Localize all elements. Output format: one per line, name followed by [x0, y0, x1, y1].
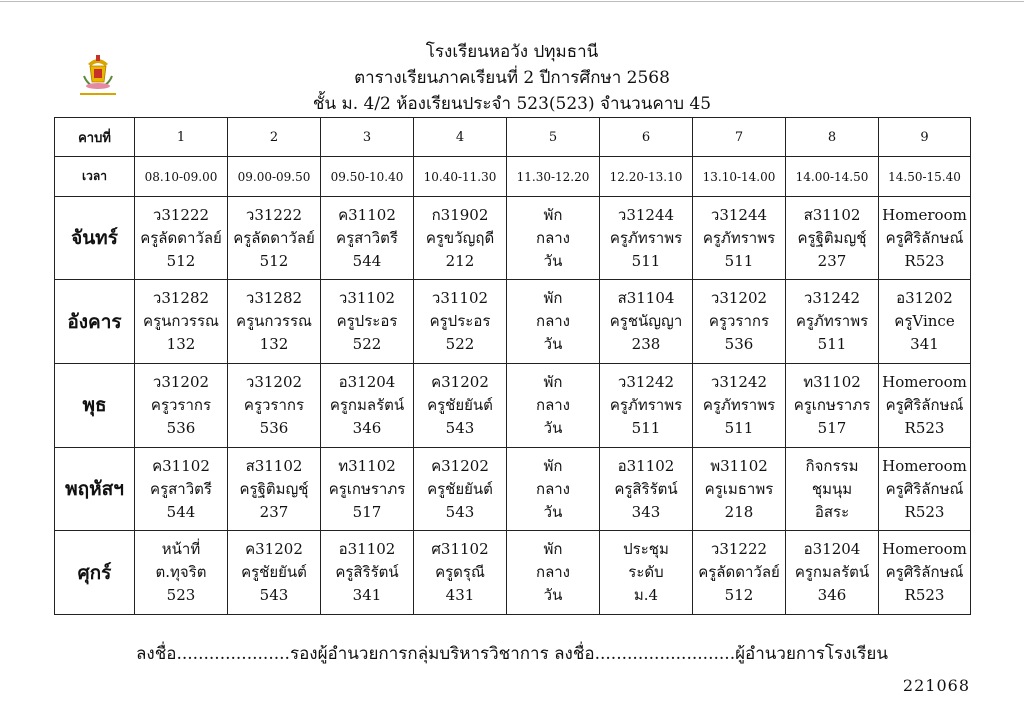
teacher-name: ครูประอร [429, 312, 491, 331]
top-border-line [0, 1, 1024, 2]
teacher-name: กลาง [535, 563, 571, 582]
room-number: 517 [817, 418, 847, 437]
teacher-name: ครูชัยยันต์ [427, 479, 493, 498]
room-number: 218 [724, 502, 754, 521]
period-number: 2 [228, 118, 321, 157]
subject-code: ว31102 [431, 289, 489, 308]
schedule-cell [228, 447, 321, 531]
subject-code: อ31204 [338, 372, 396, 391]
day-row [55, 364, 971, 448]
time-label: เวลา [55, 157, 135, 196]
teacher-name: ครูภัทราพร [609, 228, 683, 247]
teacher-name: กลาง [535, 228, 571, 247]
room-number: 431 [445, 586, 475, 605]
room-number: 511 [724, 251, 754, 270]
room-number: 343 [631, 502, 661, 521]
teacher-name: ครูศิริลักษณ์ [885, 479, 964, 498]
room-number: 212 [445, 251, 475, 270]
subject-code: Homeroom [882, 540, 967, 559]
subject-code: ว31222 [710, 540, 768, 559]
room-number: 517 [352, 502, 382, 521]
room-number: 522 [352, 335, 382, 354]
teacher-name: ครูวรากร [708, 312, 770, 331]
teacher-name: ครูประอร [336, 312, 398, 331]
teacher-name: ครูฐิติมญชุ์ [239, 479, 309, 498]
period-number: 6 [600, 118, 693, 157]
room-number: 512 [724, 586, 754, 605]
schedule-cell [228, 280, 321, 364]
subject-code: ส31102 [803, 205, 861, 224]
room-number: 544 [166, 502, 196, 521]
teacher-name: ครูนกวรรณ [236, 312, 312, 331]
subject-code: ค31202 [431, 456, 489, 475]
schedule-cell [321, 364, 414, 448]
teacher-name: กลาง [535, 395, 571, 414]
room-number: วัน [543, 586, 563, 605]
teacher-name: ครูกมลรัตน์ [794, 563, 870, 582]
schedule-cell [507, 196, 600, 280]
room-number: 543 [445, 502, 475, 521]
schedule-cell [507, 364, 600, 448]
teacher-name: ครูชนัญญา [609, 312, 683, 331]
room-number: 523 [166, 586, 196, 605]
teacher-name: ครูดรุณี [435, 563, 485, 582]
schedule-cell [879, 447, 971, 531]
schedule-cell [879, 280, 971, 364]
subject-code: ท31102 [338, 456, 396, 475]
subject-code: พัก [543, 456, 563, 475]
teacher-name: ครูชัยยันต์ [427, 395, 493, 414]
room-number: 536 [166, 418, 196, 437]
period-row [55, 118, 971, 157]
room-number: 512 [166, 251, 196, 270]
teacher-name: ครูภัทราพร [702, 228, 776, 247]
room-number: R523 [904, 418, 945, 437]
school-name: โรงเรียนหอวัง ปทุมธานี [425, 42, 599, 62]
subject-code: ท31102 [803, 372, 861, 391]
schedule-cell [693, 531, 786, 615]
teacher-name: ครูเกษราภร [328, 479, 406, 498]
room-number: 511 [631, 251, 661, 270]
schedule-cell [786, 447, 879, 531]
time-row [55, 157, 971, 196]
day-row [55, 280, 971, 364]
room-number: อิสระ [814, 502, 850, 521]
room-number: ม.4 [633, 586, 659, 605]
teacher-name: ระดับ [628, 563, 664, 582]
subject-code: ว31242 [803, 289, 861, 308]
schedule-cell [321, 196, 414, 280]
subject-code: อ31102 [617, 456, 675, 475]
period-number: 5 [507, 118, 600, 157]
subject-code: Homeroom [882, 205, 967, 224]
schedule-cell [135, 280, 228, 364]
schedule-cell [786, 364, 879, 448]
day-row [55, 196, 971, 280]
room-number: 341 [910, 335, 939, 354]
subject-code: ศ31102 [431, 540, 489, 559]
period-number: 8 [786, 118, 879, 157]
period-time: 12.20-13.10 [600, 157, 693, 196]
day-name: อังคาร [55, 280, 135, 364]
subject-code: ส31102 [245, 456, 303, 475]
day-row [55, 531, 971, 615]
subject-code: ค31102 [338, 205, 396, 224]
subject-code: ว31242 [710, 372, 768, 391]
room-number: 511 [817, 335, 847, 354]
schedule-cell [600, 364, 693, 448]
schedule-cell [414, 280, 507, 364]
subject-code: ว31202 [245, 372, 303, 391]
teacher-name: ครูสิริรัตน์ [335, 563, 399, 582]
room-number: 543 [259, 586, 289, 605]
subject-code: ค31102 [152, 456, 210, 475]
period-label: คาบที่ [55, 118, 135, 157]
period-number: 3 [321, 118, 414, 157]
teacher-name: ครูวรากร [150, 395, 212, 414]
period-time: 14.00-14.50 [786, 157, 879, 196]
schedule-cell [321, 531, 414, 615]
schedule-cell [507, 447, 600, 531]
teacher-name: ครูฐิติมญชุ์ [797, 228, 867, 247]
subject-code: ว31242 [617, 372, 675, 391]
teacher-name: ชุมนุม [811, 479, 853, 498]
schedule-cell [693, 447, 786, 531]
schedule-cell [786, 196, 879, 280]
subject-code: ว31244 [617, 205, 675, 224]
teacher-name: ครูขวัญฤดี [425, 228, 495, 247]
room-number: 132 [166, 335, 196, 354]
teacher-name: ครูศิริลักษณ์ [885, 228, 964, 247]
schedule-cell [693, 364, 786, 448]
room-number: วัน [543, 418, 563, 437]
room-number: 511 [631, 418, 661, 437]
subject-code: ว31222 [245, 205, 303, 224]
teacher-name: ครูลัดดาวัลย์ [140, 228, 222, 247]
schedule-cell [414, 364, 507, 448]
subject-code: ค31202 [431, 372, 489, 391]
period-time: 13.10-14.00 [693, 157, 786, 196]
teacher-name: ครูสาวิตรี [336, 228, 398, 247]
room-number: 522 [445, 335, 475, 354]
room-number: วัน [543, 502, 563, 521]
teacher-name: ครูลัดดาวัลย์ [698, 563, 780, 582]
room-number: 544 [352, 251, 382, 270]
schedule-cell [228, 196, 321, 280]
period-number: 1 [135, 118, 228, 157]
schedule-cell [786, 531, 879, 615]
day-name: ศุกร์ [55, 531, 135, 615]
room-number: 543 [445, 418, 475, 437]
document-code: 221068 [902, 676, 970, 695]
day-name: พุธ [55, 364, 135, 448]
subject-code: พัก [543, 205, 563, 224]
teacher-name: ครูVince [894, 312, 955, 331]
room-number: 511 [724, 418, 754, 437]
schedule-cell [414, 196, 507, 280]
room-number: 512 [259, 251, 289, 270]
teacher-name: ครูสิริรัตน์ [614, 479, 678, 498]
day-name: จันทร์ [55, 196, 135, 280]
class-info: ชั้น ม. 4/2 ห้องเรียนประจำ 523(523) จำนวนคาบ 45 [312, 94, 712, 114]
schedule-cell [414, 447, 507, 531]
period-number: 7 [693, 118, 786, 157]
subject-code: ว31102 [338, 289, 396, 308]
room-number: 237 [817, 251, 847, 270]
subject-code: ว31222 [152, 205, 210, 224]
teacher-name: ครูศิริลักษณ์ [885, 395, 964, 414]
schedule-cell [600, 447, 693, 531]
schedule-cell [879, 196, 971, 280]
subject-code: ว31282 [152, 289, 210, 308]
teacher-name: ครูภัทราพร [795, 312, 869, 331]
subject-code: ประชุม [623, 540, 669, 559]
period-time: 09.00-09.50 [228, 157, 321, 196]
teacher-name: กลาง [535, 479, 571, 498]
schedule-cell [414, 531, 507, 615]
room-number: 536 [259, 418, 289, 437]
period-number: 4 [414, 118, 507, 157]
schedule-cell [600, 196, 693, 280]
period-time: 14.50-15.40 [879, 157, 971, 196]
teacher-name: ต.ทุจริต [155, 563, 207, 582]
period-number: 9 [879, 118, 971, 157]
subject-code: Homeroom [882, 372, 967, 391]
teacher-name: กลาง [535, 312, 571, 331]
subject-code: ก31902 [431, 205, 489, 224]
subject-code: อ31102 [338, 540, 396, 559]
teacher-name: ครูเกษราภร [793, 395, 871, 414]
period-time: 09.50-10.40 [321, 157, 414, 196]
subject-code: Homeroom [882, 456, 967, 475]
schedule-cell [135, 531, 228, 615]
subject-code: อ31204 [803, 540, 861, 559]
schedule-cell [321, 280, 414, 364]
room-number: วัน [543, 335, 563, 354]
room-number: วัน [543, 251, 563, 270]
teacher-name: ครูสาวิตรี [150, 479, 212, 498]
subject-code: ว31282 [245, 289, 303, 308]
room-number: 341 [352, 586, 382, 605]
teacher-name: ครูนกวรรณ [143, 312, 219, 331]
schedule-cell [507, 280, 600, 364]
schedule-cell [879, 531, 971, 615]
subject-code: ว31202 [152, 372, 210, 391]
signature-line: ลงชื่อ.....................รองผู้อำนวยการกลุ่มบริหารวิชาการ ลงชื่อ..........................ผู้อำนวยการโรงเรียน [136, 644, 888, 664]
subject-code: กิจกรรม [805, 456, 859, 475]
schedule-cell [693, 280, 786, 364]
period-time: 08.10-09.00 [135, 157, 228, 196]
teacher-name: ครูชัยยันต์ [241, 563, 307, 582]
subject-code: ว31244 [710, 205, 768, 224]
room-number: R523 [904, 502, 945, 521]
schedule-cell [507, 531, 600, 615]
room-number: 132 [259, 335, 289, 354]
subject-code: หน้าที่ [161, 540, 201, 559]
schedule-cell [693, 196, 786, 280]
schedule-cell [879, 364, 971, 448]
teacher-name: ครูศิริลักษณ์ [885, 563, 964, 582]
room-number: 237 [259, 502, 289, 521]
teacher-name: ครูเมธาพร [704, 479, 774, 498]
schedule-cell [786, 280, 879, 364]
subject-code: ส31104 [617, 289, 675, 308]
schedule-cell [135, 196, 228, 280]
day-name: พฤหัสฯ [55, 447, 135, 531]
teacher-name: ครูวรากร [243, 395, 305, 414]
subject-code: อ31202 [896, 289, 953, 308]
subject-code: พัก [543, 289, 563, 308]
room-number: 536 [724, 335, 754, 354]
schedule-cell [228, 531, 321, 615]
room-number: R523 [904, 586, 945, 605]
schedule-title: ตารางเรียนภาคเรียนที่ 2 ปีการศึกษา 2568 [354, 68, 670, 88]
teacher-name: ครูลัดดาวัลย์ [233, 228, 315, 247]
room-number: 238 [631, 335, 661, 354]
teacher-name: ครูภัทราพร [609, 395, 683, 414]
subject-code: ค31202 [245, 540, 303, 559]
subject-code: ว31202 [710, 289, 768, 308]
schedule-cell [600, 280, 693, 364]
room-number: R523 [904, 251, 945, 270]
subject-code: พัก [543, 540, 563, 559]
day-row [55, 447, 971, 531]
subject-code: พ31102 [710, 456, 768, 475]
period-time: 11.30-12.20 [507, 157, 600, 196]
schedule-cell [321, 447, 414, 531]
schedule-cell [135, 447, 228, 531]
schedule-cell [228, 364, 321, 448]
subject-code: พัก [543, 372, 563, 391]
teacher-name: ครูกมลรัตน์ [329, 395, 405, 414]
teacher-name: ครูภัทราพร [702, 395, 776, 414]
period-time: 10.40-11.30 [414, 157, 507, 196]
room-number: 346 [352, 418, 382, 437]
room-number: 346 [817, 586, 847, 605]
schedule-cell [135, 364, 228, 448]
schedule-cell [600, 531, 693, 615]
timetable [54, 117, 971, 615]
